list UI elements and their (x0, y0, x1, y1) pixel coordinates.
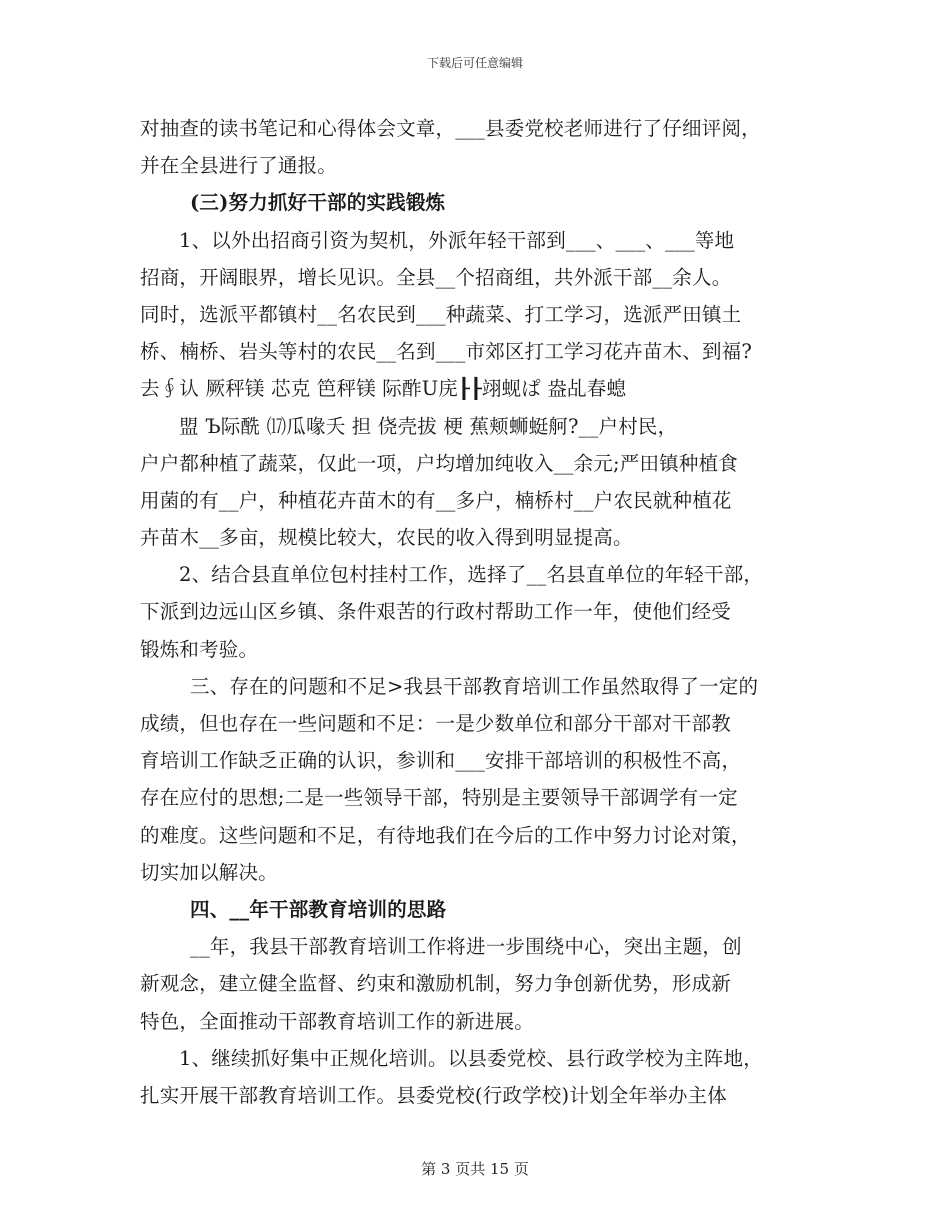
body-line: 锻炼和考验。 (140, 637, 259, 661)
body-line: 2、结合县直单位包村挂村工作，选择了__名县直单位的年轻干部， (179, 563, 764, 587)
body-line: 并在全县进行了通报。 (140, 154, 338, 178)
body-line: 切实加以解决。 (140, 860, 278, 884)
garbled-line: 去∮认 厥秤镁 芯克 笆秤镁 际酢U庑┠┠翊蚬ぱ 盎乩春螅 (140, 377, 627, 401)
body-line: 特色，全面推动干部教育培训工作的新进展。 (140, 1009, 535, 1033)
body-line: 同时，选派平都镇村__名农民到___种蔬菜、打工学习，选派严田镇土 (140, 302, 742, 326)
body-line: 育培训工作缺乏正确的认识，参训和___安排干部培训的积极性不高， (140, 749, 742, 773)
page-header: 下载后可任意编辑 (426, 56, 523, 70)
body-line: 对抽查的读书笔记和心得体会文章，___县委党校老师进行了仔细评阅， (140, 117, 761, 140)
garbled-line: 盟 Ъ际酰 ⒄瓜喙夭 担 侥壳拔 梗 蕉颊蛳蜓舸?__户村民， (179, 414, 678, 438)
section-heading: (三)努力抓好干部的实践锻炼 (190, 191, 446, 215)
body-line: 扎实开展干部教育培训工作。县委党校(行政学校)计划全年举办主体 (140, 1083, 727, 1107)
page-number: 第 3 页共 15 页 (421, 1160, 529, 1178)
body-line: 1、以外出招商引资为契机，外派年轻干部到___、___、___等地 (179, 228, 735, 252)
body-line: 招商，开阔眼界，增长见识。全县__个招商组，共外派干部__余人。 (140, 265, 732, 289)
body-line: 1、继续抓好集中正规化培训。以县委党校、县行政学校为主阵地， (179, 1046, 763, 1070)
body-line: 户户都种植了蔬菜，仅此一项，户均增加纯收入__余元;严田镇种植食 (140, 451, 738, 475)
document-body (140, 110, 830, 1114)
body-line: 成绩，但也存在一些问题和不足：一是少数单位和部分干部对干部教 (140, 712, 732, 735)
body-line: 三、存在的问题和不足>我县干部教育培训工作虽然取得了一定的 (190, 674, 759, 698)
body-line: __年，我县干部教育培训工作将进一步围绕中心，突出主题，创 (190, 935, 742, 959)
body-line: 存在应付的思想;二是一些领导干部，特别是主要领导干部调学有一定 (140, 786, 738, 810)
section-heading: 四、__年干部教育培训的思路 (190, 897, 447, 921)
body-line: 下派到边远山区乡镇、条件艰苦的行政村帮助工作一年，使他们经受 (140, 600, 732, 624)
body-line: 用菌的有__户，种植花卉苗木的有__多户，楠桥村__户农民就种植花 (140, 488, 732, 512)
body-line: 的难度。这些问题和不足，有待地我们在今后的工作中努力讨论对策， (140, 823, 751, 847)
body-line: 桥、楠桥、岩头等村的农民__名到___市郊区打工学习花卉苗木、到福? (140, 340, 753, 364)
body-line: 新观念，建立健全监督、约束和激励机制，努力争创新优势，形成新 (140, 972, 732, 996)
body-line: 卉苗木__多亩，规模比较大，农民的收入得到明显提高。 (140, 526, 633, 550)
